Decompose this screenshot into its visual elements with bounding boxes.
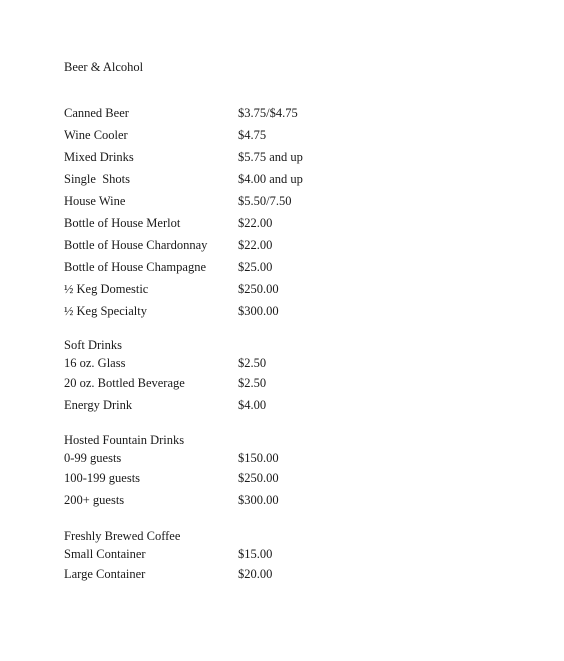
item-name: House Wine	[64, 194, 126, 208]
menu-row	[64, 212, 464, 234]
menu-row	[64, 146, 464, 168]
item-price: $15.00	[238, 547, 273, 561]
item-name: 200+ guests	[64, 493, 125, 507]
item-price: $300.00	[238, 304, 279, 318]
item-price: $5.75 and up	[238, 150, 303, 164]
section-heading: Soft Drinks	[64, 338, 122, 352]
menu-row	[64, 256, 464, 278]
item-name: ½ Keg Domestic	[64, 282, 149, 296]
item-price: $250.00	[238, 471, 279, 485]
item-price: $300.00	[238, 493, 279, 507]
item-name: Bottle of House Champagne	[64, 260, 206, 274]
item-price: $20.00	[238, 567, 273, 581]
item-name: Canned Beer	[64, 106, 129, 120]
item-name: Large Container	[64, 567, 146, 581]
item-name: Mixed Drinks	[64, 150, 134, 164]
item-name: Bottle of House Chardonnay	[64, 238, 208, 252]
menu-row	[64, 124, 464, 146]
item-price: $250.00	[238, 282, 279, 296]
section-heading: Hosted Fountain Drinks	[64, 433, 185, 447]
item-price: $22.00	[238, 238, 273, 252]
item-price: $2.50	[238, 356, 267, 370]
menu-row	[64, 563, 464, 585]
menu-row	[64, 278, 464, 300]
item-name: Small Container	[64, 547, 146, 561]
menu-row	[64, 372, 464, 394]
menu-row	[64, 190, 464, 212]
item-price: $3.75/$4.75	[238, 106, 298, 120]
item-price: $4.00 and up	[238, 172, 303, 186]
section-soft-drinks	[64, 336, 464, 416]
item-name: Single Shots	[64, 172, 130, 186]
item-name: ½ Keg Specialty	[64, 304, 147, 318]
item-price: $5.50/7.50	[238, 194, 292, 208]
menu-row	[64, 300, 464, 322]
section-freshly-brewed-coffee	[64, 527, 464, 585]
menu-row	[64, 449, 464, 467]
section-heading: Freshly Brewed Coffee	[64, 529, 181, 543]
menu-row	[64, 489, 464, 511]
section-hosted-fountain-drinks	[64, 431, 464, 511]
page-title: Beer & Alcohol	[64, 60, 144, 74]
menu-row	[64, 102, 464, 124]
item-name: 20 oz. Bottled Beverage	[64, 376, 185, 390]
menu-row	[64, 545, 464, 563]
menu-row	[64, 234, 464, 256]
item-price: $22.00	[238, 216, 273, 230]
item-name: Wine Cooler	[64, 128, 128, 142]
item-name: 100-199 guests	[64, 471, 141, 485]
item-name: Bottle of House Merlot	[64, 216, 181, 230]
item-price: $25.00	[238, 260, 273, 274]
item-price: $2.50	[238, 376, 267, 390]
menu-row	[64, 168, 464, 190]
item-name: 0-99 guests	[64, 451, 122, 465]
menu-row	[64, 354, 464, 372]
item-price: $4.75	[238, 128, 267, 142]
menu-row	[64, 394, 464, 416]
item-price: $4.00	[238, 398, 267, 412]
item-price: $150.00	[238, 451, 279, 465]
item-name: 16 oz. Glass	[64, 356, 126, 370]
section-beer-alcohol	[64, 102, 464, 322]
menu-row	[64, 467, 464, 489]
item-name: Energy Drink	[64, 398, 133, 412]
